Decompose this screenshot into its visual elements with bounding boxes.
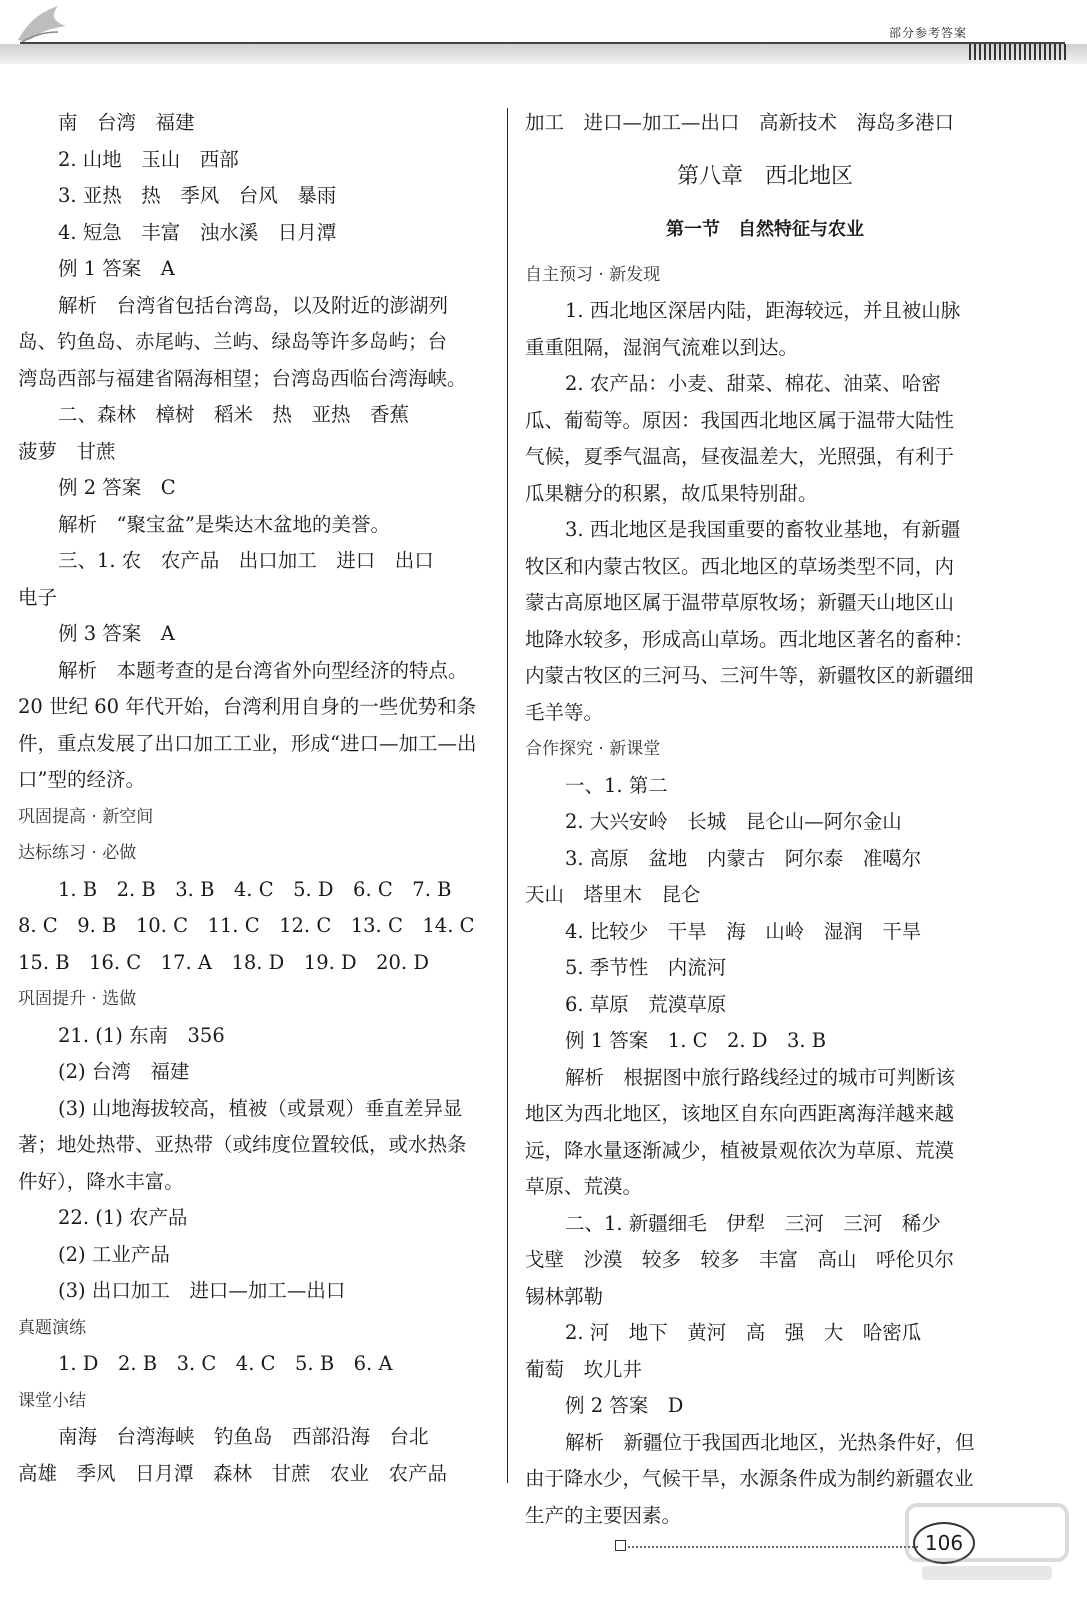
- right-line: 天山 塔里木 昆仑: [525, 883, 701, 906]
- left-line: 达标练习 · 必做: [18, 843, 137, 863]
- right-line: 2. 大兴安岭 长城 昆仑山—阿尔金山: [565, 810, 902, 833]
- footer-dotted-line: [628, 1545, 918, 1548]
- left-line: 件好），降水丰富。: [18, 1169, 184, 1193]
- right-line: 内蒙古牧区的三河马、三河牛等，新疆牧区的新疆细: [525, 664, 974, 687]
- left-line: 二、森林 樟树 稻米 热 亚热 香蕉: [58, 403, 410, 426]
- footer-square-icon: [615, 1540, 626, 1551]
- right-line: 4. 比较少 干旱 海 山岭 湿润 干旱: [565, 919, 922, 943]
- right-line: 二、1. 新疆细毛 伊犁 三河 三河 稀少: [565, 1211, 941, 1235]
- right-line: 5. 季节性 内流河: [565, 956, 727, 979]
- right-line: 生产的主要因素。: [525, 1503, 682, 1527]
- left-line: 件，重点发展了出口加工工业，形成“进口—加工—出: [18, 731, 477, 755]
- left-line: 三、1. 农 农产品 出口加工 进口 出口: [58, 549, 434, 572]
- left-line: (2) 台湾 福建: [58, 1060, 190, 1083]
- right-line: 6. 草原 荒漠草原: [565, 992, 727, 1016]
- right-line: 自主预习 · 新发现: [525, 264, 661, 285]
- left-line: 课堂小结: [18, 1390, 86, 1411]
- left-line: (3) 出口加工 进口—加工—出口: [58, 1279, 346, 1302]
- right-line: 草原、荒漠。: [525, 1175, 643, 1198]
- left-line: 口”型的经济。: [18, 768, 145, 791]
- left-line: 著；地处热带、亚热带（或纬度位置较低，或水热条: [18, 1133, 467, 1156]
- left-line: 2. 山地 玉山 西部: [58, 147, 239, 171]
- page-header: [0, 0, 1087, 70]
- right-line: 1. 西北地区深居内陆，距海较远，并且被山脉: [565, 299, 961, 322]
- right-line: 蒙古高原地区属于温带草原牧场；新疆天山地区山: [525, 591, 955, 614]
- page-number: 106: [913, 1522, 975, 1564]
- right-line: 合作探究 · 新课堂: [525, 739, 661, 759]
- left-line: 解析 台湾省包括台湾岛，以及附近的澎湖列: [58, 293, 449, 317]
- left-line: 例 3 答案 A: [58, 622, 175, 645]
- right-line: 瓜、葡萄等。原因：我国西北地区属于温带大陆性: [525, 408, 955, 432]
- left-line: 高雄 季风 日月潭 森林 甘蔗 农业 农产品: [18, 1461, 448, 1485]
- left-line: 南海 台湾海峡 钓鱼岛 西部沿海 台北: [58, 1425, 429, 1448]
- left-line: 1. B 2. B 3. B 4. C 5. D 6. C 7. B: [58, 877, 452, 901]
- left-line: 3. 亚热 热 季风 台风 暴雨: [58, 184, 337, 207]
- left-line: 8. C 9. B 10. C 11. C 12. C 13. C 14. C: [18, 914, 475, 937]
- left-line: 22. (1) 农产品: [58, 1206, 188, 1229]
- left-line: 1. D 2. B 3. C 4. C 5. B 6. A: [58, 1352, 393, 1375]
- right-line: 例 2 答案 D: [565, 1394, 684, 1417]
- left-line: 真题演练: [18, 1317, 86, 1338]
- right-line: 第一节 自然特征与农业: [666, 218, 864, 240]
- left-line: 15. B 16. C 17. A 18. D 19. D 20. D: [18, 950, 429, 974]
- right-line: 气候，夏季气温高，昼夜温差大，光照强，有利于: [525, 445, 955, 468]
- right-line: 解析 根据图中旅行路线经过的城市可判断该: [565, 1065, 956, 1089]
- bird-logo-icon: [14, 2, 74, 46]
- right-line: 2. 河 地下 黄河 高 强 大 哈密瓜: [565, 1321, 922, 1344]
- right-line: 第八章 西北地区: [676, 163, 853, 189]
- right-line: 地降水较多，形成高山草场。西北地区著名的畜种：: [525, 627, 974, 651]
- right-line: 锡林郭勒: [525, 1284, 604, 1308]
- left-line: 例 1 答案 A: [58, 257, 175, 280]
- left-line: 菠萝 甘蔗: [18, 439, 116, 463]
- right-line: 一、1. 第二: [565, 773, 668, 797]
- watermark-logo-icon: [902, 1500, 1072, 1590]
- left-line: (3) 山地海拔较高，植被（或景观）垂直差异显: [58, 1096, 463, 1120]
- left-line: 电子: [18, 585, 58, 609]
- right-line: 加工 进口—加工—出口 高新技术 海岛多港口: [525, 111, 955, 134]
- header-title: 部分参考答案: [888, 26, 967, 40]
- header-band: [0, 44, 1087, 64]
- left-line: 巩固提高 · 新空间: [18, 806, 154, 827]
- left-line: 例 2 答案 C: [58, 476, 176, 499]
- left-line: 南 台湾 福建: [58, 111, 195, 134]
- right-line: 解析 新疆位于我国西北地区，光热条件好，但: [565, 1430, 975, 1454]
- left-column: [18, 105, 498, 1492]
- right-line: 2. 农产品：小麦、甜菜、棉花、油菜、哈密: [565, 372, 941, 395]
- right-line: 3. 西北地区是我国重要的畜牧业基地，有新疆: [565, 518, 961, 541]
- left-line: 湾岛西部与福建省隔海相望；台湾岛西临台湾海峡。: [18, 366, 467, 390]
- right-line: 葡萄 坎儿井: [525, 1357, 643, 1381]
- right-line: 地区为西北地区，该地区自东向西距离海洋越来越: [525, 1102, 955, 1125]
- right-line: 3. 高原 盆地 内蒙古 阿尔泰 准噶尔: [565, 846, 922, 870]
- left-line: 20 世纪 60 年代开始，台湾利用自身的一些优势和条: [18, 695, 477, 718]
- right-line: 牧区和内蒙古牧区。西北地区的草场类型不同，内: [525, 554, 955, 578]
- right-column: [525, 105, 1005, 1534]
- left-line: 解析 本题考查的是台湾省外向型经济的特点。: [58, 658, 468, 682]
- right-line: 由于降水少，气候干旱，水源条件成为制约新疆农业: [525, 1467, 974, 1490]
- right-line: 戈壁 沙漠 较多 较多 丰富 高山 呼伦贝尔: [525, 1248, 955, 1271]
- right-line: 例 1 答案 1. C 2. D 3. B: [565, 1029, 827, 1052]
- left-line: 巩固提升 · 选做: [18, 989, 137, 1009]
- column-divider: [507, 108, 508, 1483]
- left-line: 21. (1) 东南 356: [58, 1023, 225, 1047]
- header-barcode-decoration: [969, 44, 1069, 60]
- right-line: 毛羊等。: [525, 700, 604, 724]
- left-line: 4. 短急 丰富 浊水溪 日月潭: [58, 220, 337, 244]
- left-line: 解析 “聚宝盆”是柴达木盆地的美誉。: [58, 512, 390, 536]
- right-line: 远，降水量逐渐减少，植被景观依次为草原、荒漠: [525, 1138, 955, 1162]
- left-line: (2) 工业产品: [58, 1242, 170, 1266]
- right-line: 瓜果糖分的积累，故瓜果特别甜。: [525, 481, 818, 505]
- right-line: 重重阻隔，湿润气流难以到达。: [525, 335, 799, 359]
- left-line: 岛、钓鱼岛、赤尾屿、兰屿、绿岛等许多岛屿；台: [18, 330, 448, 353]
